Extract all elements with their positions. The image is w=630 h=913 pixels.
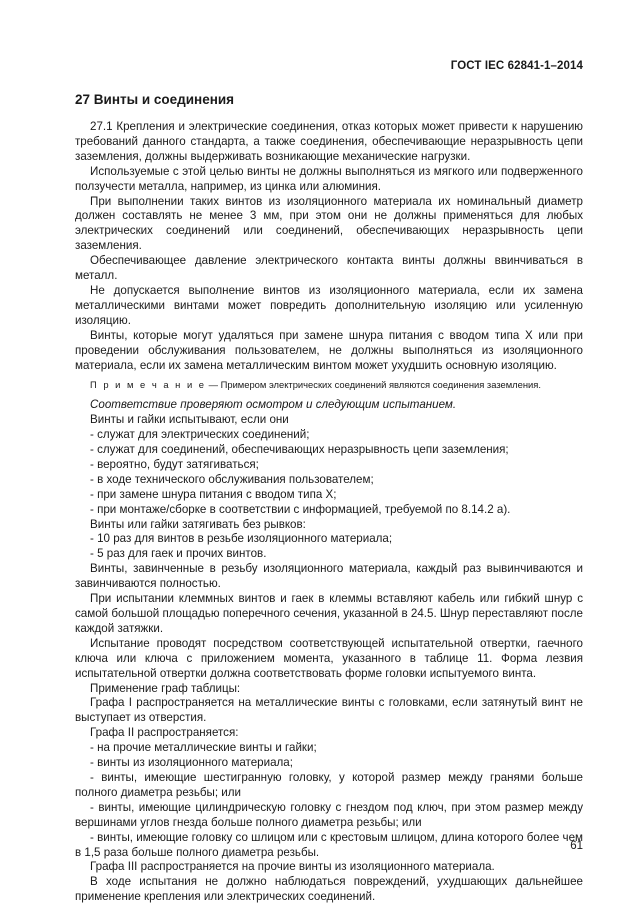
list-item: - вероятно, будут затягиваться; [90,457,259,471]
paragraph: Винты, завинченные в резьбу изоляционного материала, каждый раз вывинчиваются и завинчиваются полностью. [75,562,583,591]
list-item: - в ходе технического обслуживания пользователем; [90,472,374,486]
note-text: — Примером электрических соединений являются соединения заземления. [206,379,541,391]
list-item: - винты, имеющие цилиндрическую головку с гнездом под ключ, при этом размер между вершинами углов гнезда больше полного диаметра резьбы; или [75,800,583,829]
paragraph: Графа III распространяется на прочие винты из изоляционного материала. [90,860,495,874]
note-label: П р и м е ч а н и е [90,379,207,391]
paragraph: Не допускается выполнение винтов из изоляционного материала, если их замена металлическими винтами может повредить дополнительную изоляцию или усиленную изоляцию. [75,283,583,327]
paragraph: Винты, которые могут удаляться при замене шнура питания с вводом типа X или при проведении обслуживания пользователем, не должны выполняться из изоляционного материала, если их замена металлическим винтом может ухудшить основную изоляцию. [75,328,583,372]
list-item: - винты из изоляционного материала; [90,756,293,770]
paragraph: Используемые с этой целью винты не должны выполняться из мягкого или подверженного ползучести металла, например, из цинка или алюминия. [75,164,583,193]
list-item: - при монтаже/сборке в соответствии с информацией, требуемой по 8.14.2 а). [90,502,511,516]
paragraph: 27.1 Крепления и электрические соединения, отказ которых может привести к нарушению требований данного стандарта, а также соединения, обеспечивающие неразрывность цепи заземления, должны выдерживать возникающие механические нагрузки. [75,120,583,163]
note [75,378,583,393]
paragraph: Испытание проводят посредством соответствующей испытательной отвертки, гаечного ключа или ключа с приложением момента, указанного в таблице 11. Форма лезвия испытательной отвертки должна соответствовать форме головки испытуемого винта. [75,636,583,680]
paragraph: Графа II распространяется: [90,726,239,740]
list-item: - служат для соединений, обеспечивающих неразрывность цепи заземления; [90,443,509,457]
paragraph: Графа I распространяется на металлические винты с головками, если затянутый винт не выступает из отверстия. [75,696,583,725]
list-item: - при замене шнура питания с вводом типа X; [90,487,337,501]
paragraph: При выполнении таких винтов из изоляционного материала их номинальный диаметр должен составлять не менее 3 мм, при этом они не должны применяться для любых электрических соединений или соединений, обеспечивающих неразрывность цепи заземления. [75,194,583,253]
document-body [75,120,583,905]
list-item: - на прочие металлические винты и гайки; [90,741,317,755]
page-number: 61 [570,840,583,852]
paragraph: Винты или гайки затягивать без рывков: [90,517,306,531]
document-header: ГОСТ IEC 62841-1–2014 [450,60,583,72]
list-item: - служат для электрических соединений; [90,428,310,442]
section-title: 27 Винты и соединения [75,92,235,107]
paragraph: Винты и гайки испытывают, если они [90,413,289,427]
list-item: - винты, имеющие шестигранную головку, у которой размер между гранями больше полного диаметра резьбы; или [75,770,583,799]
paragraph: При испытании клеммных винтов и гаек в клеммы вставляют кабель или гибкий шнур с самой большой площадью поперечного сечения, указанной в 24.5. Шнур переставляют после каждой затяжки. [75,592,583,635]
list-item: - 10 раз для винтов в резьбе изоляционного материала; [90,532,393,546]
compliance-statement: Соответствие проверяют осмотром и следующим испытанием. [90,398,457,412]
paragraph: В ходе испытания не должно наблюдаться повреждений, ухудшающих дальнейшее применение крепления или электрических соединений. [75,875,583,904]
paragraph: Применение граф таблицы: [90,681,241,695]
list-item: - 5 раз для гаек и прочих винтов. [90,547,267,561]
list-item: - винты, имеющие головку со шлицом или с крестовым шлицом, длина которого более чем в 1,5 раза больше полного диаметра резьбы. [75,830,583,859]
paragraph: Обеспечивающее давление электрического контакта винты должны ввинчиваться в металл. [75,254,583,283]
